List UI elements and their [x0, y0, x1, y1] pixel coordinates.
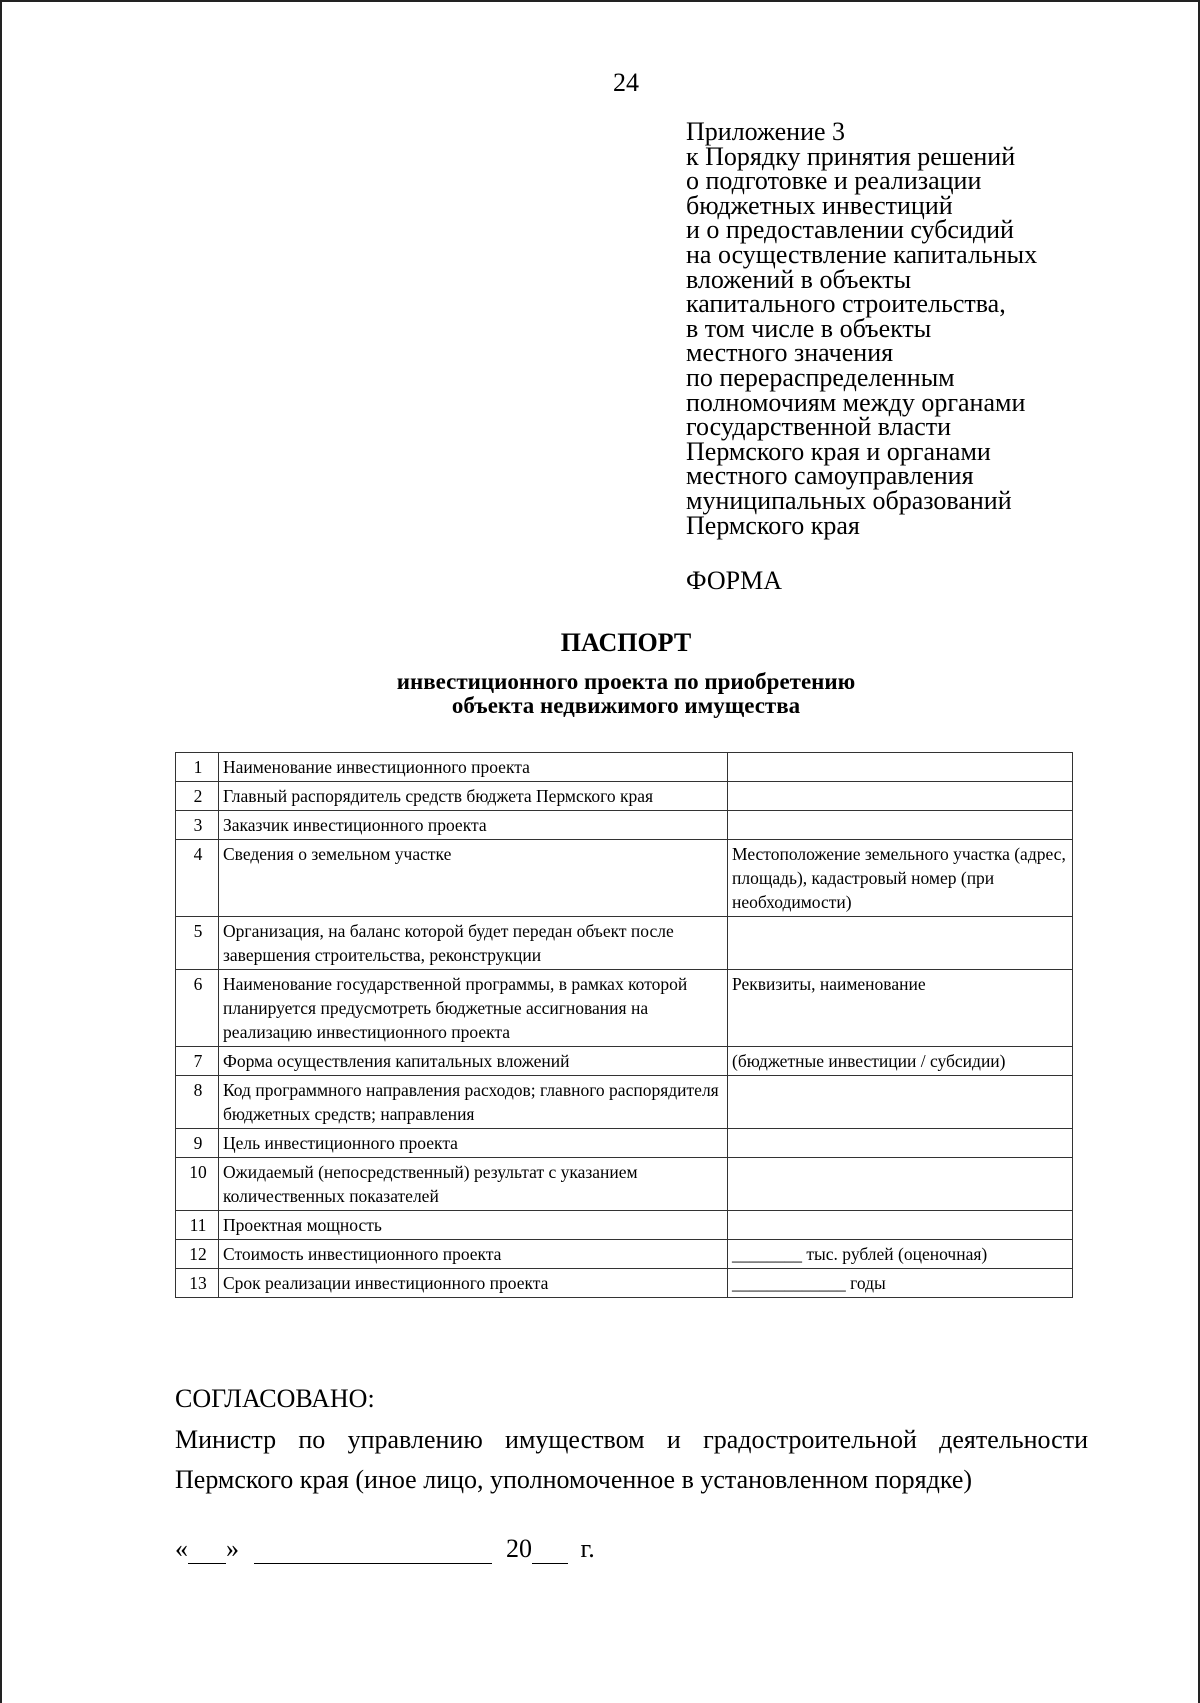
row-label: Наименование инвестиционного проекта	[219, 753, 728, 782]
appendix-line: государственной власти	[686, 412, 952, 442]
table-row	[176, 970, 1073, 1047]
table-row	[176, 840, 1073, 917]
row-number: 12	[176, 1240, 219, 1269]
year-prefix: 20	[506, 1534, 532, 1563]
close-quote: »	[226, 1534, 239, 1563]
row-label: Цель инвестиционного проекта	[219, 1129, 728, 1158]
row-value: _____________ годы	[728, 1269, 1073, 1298]
appendix-line: бюджетных инвестиций	[686, 190, 953, 220]
document-subtitle	[0, 670, 1200, 718]
appendix-line: на осуществление капитальных	[686, 239, 1038, 269]
table-row	[176, 782, 1073, 811]
row-label: Сведения о земельном участке	[219, 840, 728, 917]
minister-text: Министр по управлению имуществом и градостроительной деятельности Пермского края (иное лицо, уполномоченное в установленном порядке)	[175, 1425, 1088, 1494]
table-row	[176, 1076, 1073, 1129]
row-number: 11	[176, 1211, 219, 1240]
appendix-line: и о предоставлении субсидий	[686, 215, 1014, 245]
row-number: 4	[176, 840, 219, 917]
approved-label: СОГЛАСОВАНО:	[175, 1384, 375, 1413]
table-row	[176, 1269, 1073, 1298]
appendix-line: к Порядку принятия решений	[686, 141, 1016, 171]
row-value	[728, 1076, 1073, 1129]
row-number: 10	[176, 1158, 219, 1211]
row-value	[728, 917, 1073, 970]
appendix-line: в том числе в объекты	[686, 313, 932, 343]
row-number: 5	[176, 917, 219, 970]
row-number: 6	[176, 970, 219, 1047]
row-number: 7	[176, 1047, 219, 1076]
appendix-line: вложений в объекты	[686, 264, 912, 294]
row-label: Главный распорядитель средств бюджета Пермского края	[219, 782, 728, 811]
month-blank	[254, 1537, 492, 1564]
appendix-header	[686, 117, 1146, 540]
row-label: Код программного направления расходов; главного распорядителя бюджетных средств; направления	[219, 1076, 728, 1129]
appendix-line: капитального строительства,	[686, 289, 1006, 319]
row-value	[728, 1129, 1073, 1158]
appendix-line: местного самоуправления	[686, 461, 974, 491]
appendix-line: по перераспределенным	[686, 362, 955, 392]
row-value: (бюджетные инвестиции / субсидии)	[728, 1047, 1073, 1076]
row-value: ________ тыс. рублей (оценочная)	[728, 1240, 1073, 1269]
appendix-line: Пермского края	[686, 510, 860, 540]
row-number: 1	[176, 753, 219, 782]
table-row	[176, 1158, 1073, 1211]
table-row	[176, 811, 1073, 840]
appendix-line: полномочиям между органами	[686, 387, 1026, 417]
table-row	[176, 1211, 1073, 1240]
row-label: Организация, на баланс которой будет передан объект после завершения строительства, реконструкции	[219, 917, 728, 970]
row-label: Наименование государственной программы, в рамках которой планируется предусмотреть бюджетные ассигнования на реализацию инвестиционного проекта	[219, 970, 728, 1047]
row-number: 13	[176, 1269, 219, 1298]
form-label: ФОРМА	[686, 566, 782, 595]
year-suffix: г.	[580, 1534, 595, 1563]
table-row	[176, 1240, 1073, 1269]
row-number: 8	[176, 1076, 219, 1129]
row-label: Срок реализации инвестиционного проекта	[219, 1269, 728, 1298]
table-row	[176, 1047, 1073, 1076]
row-label: Форма осуществления капитальных вложений	[219, 1047, 728, 1076]
table-row	[176, 917, 1073, 970]
table-row	[176, 753, 1073, 782]
passport-table	[175, 752, 1073, 1298]
document-title: ПАСПОРТ	[560, 628, 692, 657]
row-value	[728, 753, 1073, 782]
row-value: Местоположение земельного участка (адрес, площадь), кадастровый номер (при необходимости)	[728, 840, 1073, 917]
row-label: Ожидаемый (непосредственный) результат с указанием количественных показателей	[219, 1158, 728, 1211]
year-blank	[532, 1537, 568, 1564]
row-value: Реквизиты, наименование	[728, 970, 1073, 1047]
appendix-line: муниципальных образований	[686, 485, 1012, 515]
day-blank	[188, 1537, 226, 1564]
row-number: 2	[176, 782, 219, 811]
open-quote: «	[175, 1534, 188, 1563]
signature-date-line	[175, 1534, 595, 1564]
table-row	[176, 1129, 1073, 1158]
row-value	[728, 1211, 1073, 1240]
row-label: Проектная мощность	[219, 1211, 728, 1240]
row-label: Стоимость инвестиционного проекта	[219, 1240, 728, 1269]
appendix-line: местного значения	[686, 338, 894, 368]
appendix-line: Приложение 3	[686, 117, 846, 146]
subtitle-line: инвестиционного проекта по приобретению	[396, 669, 856, 694]
row-label: Заказчик инвестиционного проекта	[219, 811, 728, 840]
page-number: 24	[613, 68, 639, 97]
row-value	[728, 811, 1073, 840]
row-value	[728, 782, 1073, 811]
row-number: 3	[176, 811, 219, 840]
row-value	[728, 1158, 1073, 1211]
appendix-line: о подготовке и реализации	[686, 166, 982, 196]
appendix-line: Пермского края и органами	[686, 436, 991, 466]
row-number: 9	[176, 1129, 219, 1158]
subtitle-line: объекта недвижимого имущества	[451, 693, 801, 718]
